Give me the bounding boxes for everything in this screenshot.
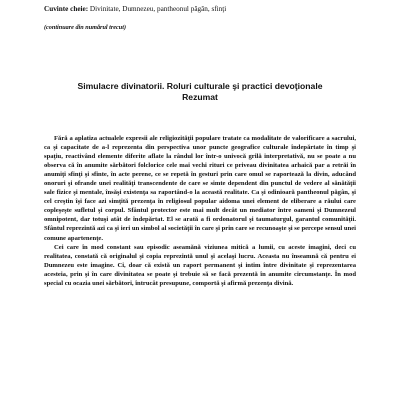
keywords-line [44,5,374,14]
summary-heading: Rezumat [182,92,218,102]
paragraph: Fără a aplatiza actualele expresii ale religiozităţii populare tratate ca modalitate de valorificare a sacrului, ca şi capacitate de a-l reprezenta din perspectiva unor puncte geografice culturale îndepărtate în timp şi spaţiu, reactivând elemente diferite aflate la rândul lor într-o univocă grilă interpretativă, nu se poate a nu observa că în anumite sărbători folclorice cele mai vechi rituri ce priveau divinitatea arhaică par a retrăi în anumiţi sfinţi şi sfinte, în acte perene, ce se repetă în gesturi prin care omul se raportează la divin, aducând onoruri şi ofrande unei realităţi transcendente de care se simte dependent din punctul de vedere al sănătăţii sale fizice şi mentale, însăşi existenţa sa raportând-o la această realitate. Ca şi odinioară pantheonul păgân, şi cel creştin îşi face azi simţită prezenţa în religiosul popular aidoma unei element de eliberare a răului care copleşeşte sufletul şi corpul. Sfântul protector este mai mult decât un mediator între oameni şi Dumnezeul omnipotent, dar totuşi atât de îndepărtat. El se arată a fi ordonatorul şi taumaturgul, garantul comunităţii. Sfântul reprezintă azi ca şi ieri un simbol al societăţii în care şi prin care se recunoaşte şi se percepe sensul unei comune apartenenţe. [44,135,356,242]
keywords-label: Cuvinte cheie: [44,5,89,13]
summary-body [44,134,356,288]
keywords-value: Divinitate, Dumnezeu, pantheonul păgân, sfinţi [89,5,227,13]
paragraph: Cei care în mod constant sau episodic aseamănă viziunea mitică a lumii, cu aceste imagini, deci cu realitatea, constată că originalul şi copia reprezintă unul şi acelaşi lucru. Aceasta nu înseamnă că pentru ei Dumnezeu este imagine. Ci, doar că există un raport permanent şi intim între divinitate şi reprezentarea acesteia, prin şi în care divinitatea se poate şi trebuie să se facă prezentă în anumite circumstanţe. În mod special cu ocazia unei sărbători, întrucât presupune, comportă şi afirmă prezenţa divină. [44,243,356,287]
title-line: Simulacre divinatorii. Roluri culturale şi practici devoţionale [77,81,323,91]
article-title [40,81,360,103]
continuation-note: (continuare din numărul trecut) [44,24,127,31]
